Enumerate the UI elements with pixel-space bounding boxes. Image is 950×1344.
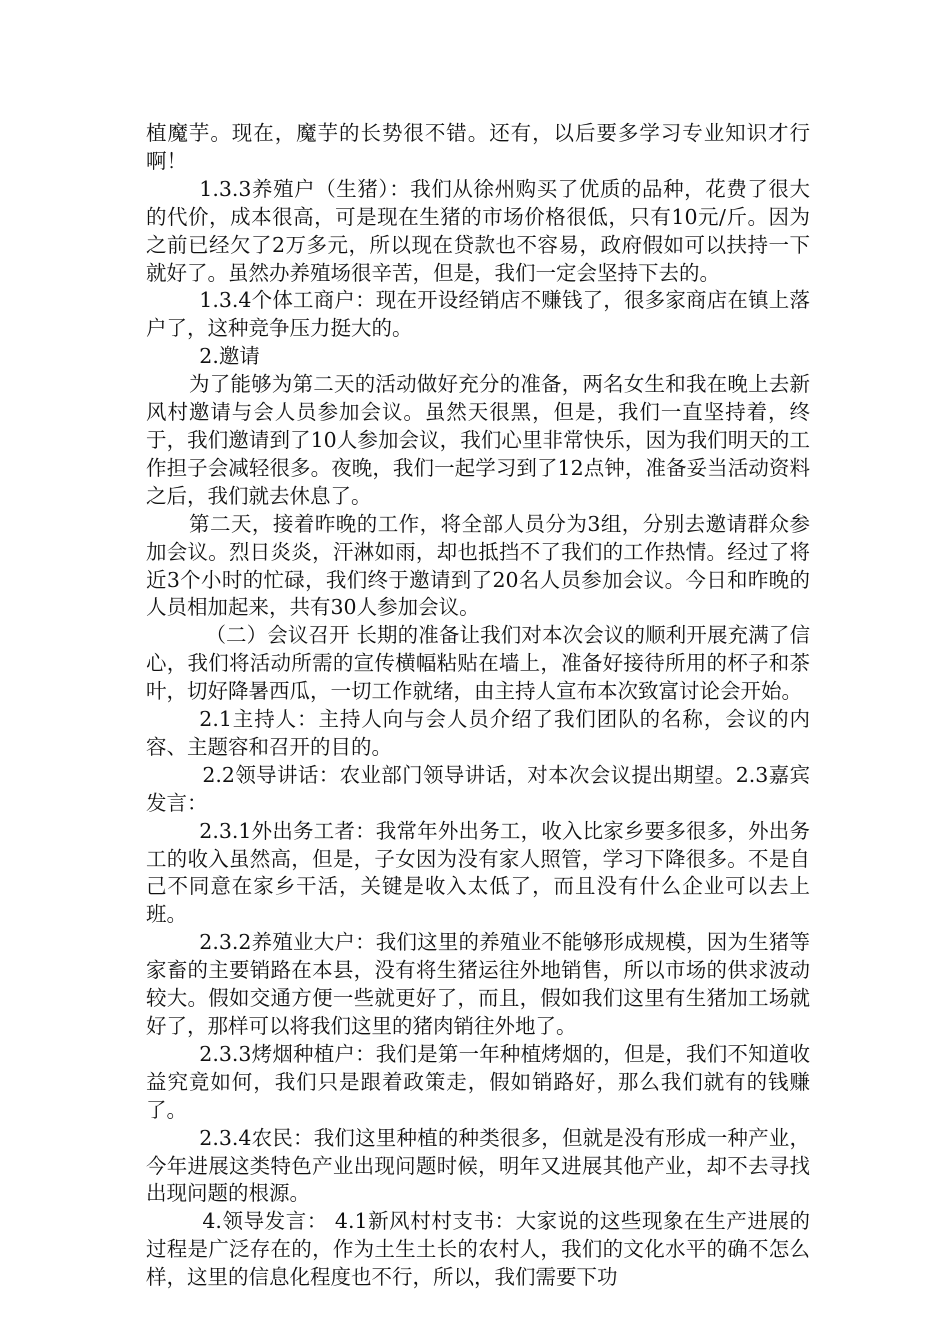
section-heading-invitation: 2.邀请 [199, 344, 260, 369]
paragraph-pig-farmer: 1.3.3养殖户（生猪）：我们从徐州购买了优质的品种，花费了很大的代价，成本很高，可是现在生猪的市场价格很低，只有10元/斤。因为之前已经欠了2万多元，所以现在贷款也不容易，政府假如可以扶持一下就好了。虽然办养殖场很辛苦，但是，我们一定会坚持下去的。 [146, 176, 810, 285]
paragraph-leader-speech: 2.2领导讲话：农业部门领导讲话，对本次会议提出期望。2.3嘉宾发言： [146, 762, 810, 815]
paragraph-tobacco-grower: 2.3.3烤烟种植户：我们是第一年种植烤烟的，但是，我们不知道收益究竟如何，我们只是跟着政策走，假如销路好，那么我们就有的钱赚了。 [146, 1041, 810, 1122]
paragraph-host: 2.1主持人：主持人向与会人员介绍了我们团队的名称，会议的内容、主题容和召开的目的。 [146, 707, 810, 759]
document-page [146, 120, 810, 1292]
paragraph-meeting-opening: （二）会议召开 长期的准备让我们对本次会议的顺利开展充满了信心，我们将活动所需的宣传横幅粘贴在墙上，准备好接待所用的杯子和茶叶，切好降暑西瓜，一切工作就绪，由主持人宣布本次致富讨论会开始。 [146, 623, 810, 704]
paragraph-shop-owner: 1.3.4个体工商户：现在开设经销店不赚钱了，很多家商店在镇上落户了，这种竞争压力挺大的。 [146, 288, 810, 341]
paragraph-konjac-continued: 植魔芋。现在，魔芋的长势很不错。还有，以后要多学习专业知识才行啊！ [146, 121, 810, 173]
paragraph-invitation-next-day: 第二天，接着昨晚的工作，将全部人员分为3组，分别去邀请群众参加会议。烈日炎炎，汗淋如雨，却也抵挡不了我们的工作热情。经过了将近3个小时的忙碌，我们终于邀请到了20名人员参加会议。今日和昨晚的人员相加起来，共有30人参加会议。 [146, 511, 810, 620]
paragraph-migrant-worker: 2.3.1外出务工者：我常年外出务工，收入比家乡要多很多，外出务工的收入虽然高，但是，子女因为没有家人照管，学习下降很多。不是自己不同意在家乡干活，关键是收入太低了，而且没有什么企业可以去上班。 [146, 818, 810, 927]
paragraph-village-secretary: 4.领导发言： 4.1新风村村支书：大家说的这些现象在生产进展的过程是广泛存在的，作为土生土长的农村人，我们的文化水平的确不怎么样，这里的信息化程度也不行，所以，我们需要下功 [146, 1209, 810, 1290]
paragraph-invitation-evening: 为了能够为第二天的活动做好充分的准备，两名女生和我在晚上去新风村邀请与会人员参加会议。虽然天很黑，但是，我们一直坚持着，终于，我们邀请到了10人参加会议，我们心里非常快乐，因为我们明天的工作担子会减轻很多。夜晚，我们一起学习到了12点钟，准备妥当活动资料之后，我们就去休息了。 [146, 372, 810, 508]
paragraph-livestock-farmer: 2.3.2养殖业大户：我们这里的养殖业不能够形成规模，因为生猪等家畜的主要销路在本县，没有将生猪运往外地销售，所以市场的供求波动较大。假如交通方便一些就更好了，而且，假如我们这里有生猪加工场就好了，那样可以将我们这里的猪肉销往外地了。 [146, 930, 810, 1038]
paragraph-farmer: 2.3.4农民：我们这里种植的种类很多，但就是没有形成一种产业，今年进展这类特色产业出现问题时候，明年又进展其他产业，却不去寻找出现问题的根源。 [146, 1125, 810, 1206]
